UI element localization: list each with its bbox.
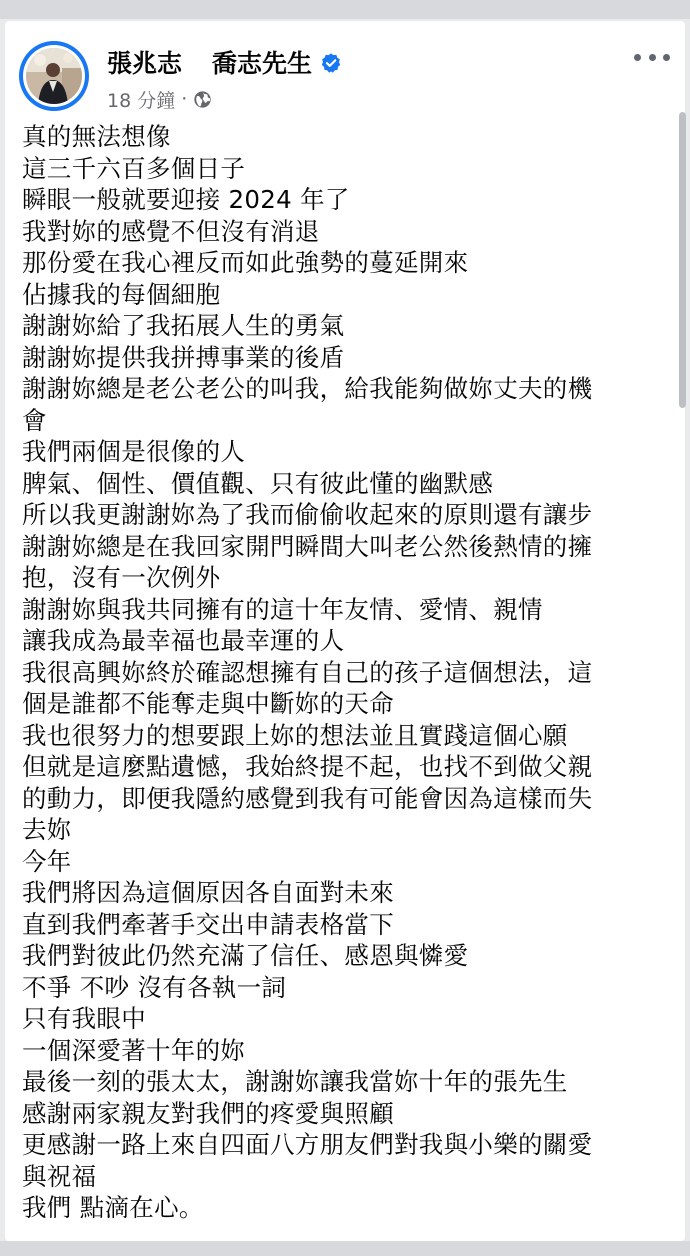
post-text-line: 讓我成為最幸福也最幸運的人: [22, 626, 345, 655]
post-text-line: 謝謝妳給了我拓展人生的勇氣: [22, 311, 345, 340]
more-dot: [634, 54, 641, 61]
post-text-line: 感謝兩家親友對我們的疼愛與照顧: [22, 1098, 394, 1128]
post-text-line: 真的無法想像: [22, 122, 171, 151]
globe-icon: [193, 90, 212, 109]
author-line: [107, 44, 342, 80]
post-text-line: 我們對彼此仍然充滿了信任、感恩與憐愛: [22, 941, 469, 970]
post-meta: [107, 85, 212, 113]
avatar-photo: [26, 48, 82, 104]
more-options-icon[interactable]: [634, 46, 670, 68]
post-text-line: 會: [22, 405, 47, 435]
post-text-line: 抱，沒有一次例外: [22, 563, 221, 592]
post-text: [22, 121, 652, 1224]
bottom-bar: [0, 1241, 690, 1256]
post-text-line: 直到我們牽著手交出申請表格當下: [22, 909, 394, 939]
post-text-line: 只有我眼中: [22, 1004, 146, 1033]
verified-badge-icon: [320, 51, 342, 73]
meta-separator: ·: [181, 88, 188, 110]
post-timestamp[interactable]: 18 分鐘: [107, 89, 176, 112]
page-name[interactable]: 喬志先生: [212, 49, 313, 78]
post-text-line: 我們 點滴在心。: [22, 1193, 204, 1222]
post-text-line: 但就是這麼點遺憾，我始終提不起，也找不到做父親: [22, 752, 593, 781]
post-text-line: 這三千六百多個日子: [22, 153, 246, 183]
post-text-line: 去妳: [22, 815, 72, 844]
post-text-line: 更感謝一路上來自四面八方朋友們對我與小樂的關愛: [22, 1130, 593, 1159]
post-text-line: 的動力，即便我隱約感覺到我有可能會因為這樣而失: [22, 783, 593, 813]
post-text-line: 那份愛在我心裡反而如此強勢的蔓延開來: [22, 248, 469, 277]
post-text-line: 與祝福: [22, 1161, 97, 1191]
post-text-line: 謝謝妳總是在我回家開門瞬間大叫老公然後熱情的擁: [22, 531, 593, 561]
post-text-line: 我們將因為這個原因各自面對未來: [22, 878, 394, 907]
avatar-ring: [23, 45, 85, 107]
post-text-line: 我們兩個是很像的人: [22, 437, 246, 466]
post-text-line: 最後一刻的張太太，謝謝妳讓我當妳十年的張先生: [22, 1067, 568, 1096]
more-dot: [663, 54, 670, 61]
post-text-line: 所以我更謝謝妳為了我而偷偷收起來的原則還有讓步: [22, 500, 593, 529]
post-text-line: 謝謝妳總是老公老公的叫我，給我能夠做妳丈夫的機: [22, 374, 593, 403]
author-avatar[interactable]: [19, 41, 89, 111]
author-name[interactable]: 張兆志: [107, 49, 183, 78]
more-dot: [649, 54, 656, 61]
post-text-line: 謝謝妳提供我拼搏事業的後盾: [22, 342, 345, 372]
post-text-line: 個是誰都不能奪走與中斷妳的天命: [22, 689, 394, 718]
post-text-line: 不爭 不吵 沒有各執一詞: [22, 972, 287, 1002]
post-text-line: 我對妳的感覺不但沒有消退: [22, 216, 320, 246]
post-text-line: 我很高興妳終於確認想擁有自己的孩子這個想法，這: [22, 657, 593, 687]
post-text-line: 我也很努力的想要跟上妳的想法並且實踐這個心願: [22, 720, 568, 750]
scrollbar-thumb[interactable]: [679, 112, 686, 408]
post-text-line: 脾氣、個性、價值觀、只有彼此懂的幽默感: [22, 468, 494, 498]
post-text-line: 一個深愛著十年的妳: [22, 1035, 246, 1065]
top-bar: [0, 0, 690, 19]
post-text-line: 今年: [22, 846, 72, 876]
post-text-line: 謝謝妳與我共同擁有的這十年友情、愛情、親情: [22, 594, 543, 624]
post-text-line: 佔據我的每個細胞: [22, 279, 221, 309]
post-text-line: 瞬眼一般就要迎接 2024 年了: [22, 185, 350, 214]
